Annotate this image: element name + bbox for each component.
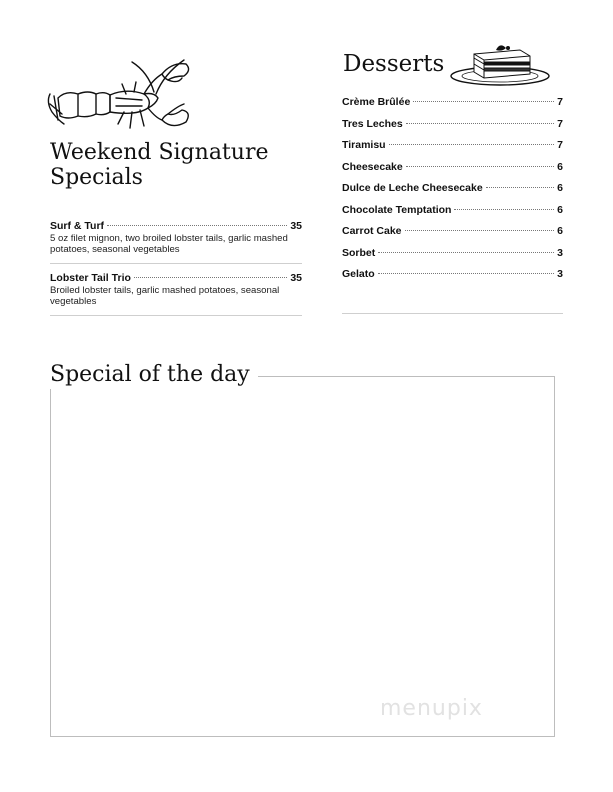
dessert-item-name: Carrot Cake xyxy=(342,225,402,237)
dessert-item-price: 6 xyxy=(557,203,563,216)
specials-title: Weekend Signature Specials xyxy=(50,140,269,190)
special-item-description: 5 oz filet mignon, two broiled lobster tails, garlic mashed potatoes, seasonal vegetables xyxy=(50,233,288,255)
special-item-name: Lobster Tail Trio xyxy=(50,272,131,284)
dessert-item-price: 3 xyxy=(557,268,563,280)
desserts-list xyxy=(342,96,563,290)
dessert-item xyxy=(342,268,563,290)
dessert-item-name: Crème Brûlée xyxy=(342,96,411,108)
dessert-item-name: Cheesecake xyxy=(342,160,403,173)
lobster-icon xyxy=(44,54,194,138)
dessert-item-name: Sorbet xyxy=(342,246,376,259)
dessert-item-name: Tiramisu xyxy=(342,139,386,151)
dot-leader xyxy=(413,101,554,102)
dot-leader xyxy=(378,273,554,274)
watermark: menupix xyxy=(380,696,483,721)
dot-leader xyxy=(378,252,554,253)
dessert-item xyxy=(342,161,563,183)
dessert-item xyxy=(342,139,563,161)
special-item-name: Surf & Turf xyxy=(50,220,105,232)
dessert-item-name: Dulce de Leche Cheesecake xyxy=(342,182,483,194)
special-of-the-day-title: Special of the day xyxy=(50,361,258,389)
dessert-item xyxy=(342,247,563,269)
dot-leader xyxy=(454,209,554,210)
dessert-item xyxy=(342,204,563,226)
special-of-the-day-box xyxy=(50,376,555,737)
special-item xyxy=(50,220,302,264)
dessert-item xyxy=(342,118,563,140)
dessert-item-price: 3 xyxy=(557,246,563,259)
special-item xyxy=(50,272,302,316)
dot-leader xyxy=(107,225,287,226)
dessert-item-name: Tres Leches xyxy=(342,117,403,130)
dot-leader xyxy=(405,230,555,231)
cake-slice-icon xyxy=(448,38,552,88)
dessert-item-name: Gelato xyxy=(342,268,375,280)
dot-leader xyxy=(406,123,554,124)
dessert-item-price: 7 xyxy=(557,117,563,130)
dessert-item-price: 7 xyxy=(557,96,563,108)
special-item-description: Broiled lobster tails, garlic mashed potatoes, seasonal vegetables xyxy=(50,285,280,307)
special-item-price: 35 xyxy=(290,272,302,284)
dessert-item xyxy=(342,182,563,204)
dot-leader xyxy=(486,187,554,188)
dot-leader xyxy=(406,166,554,167)
dot-leader xyxy=(134,277,287,278)
dessert-item-price: 7 xyxy=(557,139,563,151)
dessert-item xyxy=(342,225,563,247)
dessert-item-price: 6 xyxy=(557,160,563,173)
dessert-item-price: 6 xyxy=(557,225,563,237)
special-item-price: 35 xyxy=(290,220,302,232)
specials-list xyxy=(50,220,302,324)
dot-leader xyxy=(389,144,555,145)
dessert-item xyxy=(342,96,563,118)
dessert-item-name: Chocolate Temptation xyxy=(342,203,452,216)
dessert-item-price: 6 xyxy=(557,182,563,194)
desserts-title: Desserts xyxy=(343,51,445,77)
desserts-divider xyxy=(342,313,563,314)
